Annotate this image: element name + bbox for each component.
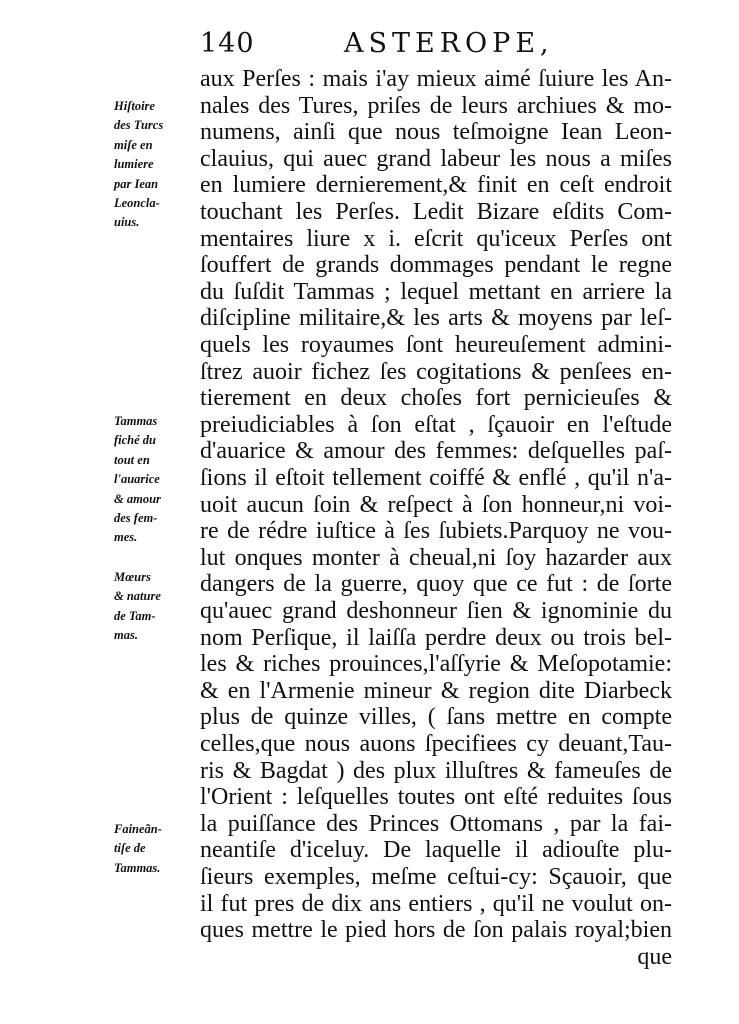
margin-note — [114, 568, 196, 646]
margin-note-line: & amour — [114, 491, 161, 506]
text-line: re de rédre iuſtice à ſes ſubiets.Parquoy ne vou- — [200, 518, 672, 545]
text-line: ſieurs exemples, meſme ceſtui-cy: Sçauoir, que — [200, 864, 672, 890]
text-line: quels les royaumes ſont heureuſement admini- — [200, 332, 672, 358]
text-line: & en l'Armenie mineur & region dite Diarbeck — [200, 677, 672, 704]
text-line: clauius, qui auec grand labeur les nous a miſes — [200, 145, 672, 172]
page-number: 140 — [200, 28, 255, 59]
margin-note-line: de Tam- — [114, 608, 156, 623]
text-line: l'Orient : leſquelles toutes ont eſté reduites ſous — [200, 784, 672, 811]
margin-note-line: l'auarice — [114, 472, 160, 487]
text-line: tierement en deux choſes fort pernicieuſes & — [200, 385, 672, 412]
margin-note — [114, 412, 196, 548]
text-line: touchant les Perſes. Ledit Bizare eſdits Com- — [200, 199, 672, 225]
margin-note-line: Tammas. — [114, 860, 161, 875]
margin-note-line: miſe en — [114, 137, 153, 152]
margin-note-line: tiſe de — [114, 841, 146, 856]
text-line: neantiſe d'iceluy. De laquelle il adiouſte plu- — [200, 837, 672, 864]
text-line: il fut pres de dix ans entiers , qu'il ne voulut on- — [200, 890, 672, 917]
text-line: lut onques monter à cheual,ni ſoy hazarder aux — [200, 544, 672, 571]
text-line: plus de quinze villes, ( ſans mettre en compte — [200, 704, 672, 731]
text-line: ſions il eſtoit tellement coiffé & enflé , qu'il n'a- — [200, 465, 672, 491]
text-line: preiudiciables à ſon eſtat , ſçauoir en l'eſtude — [200, 411, 672, 438]
margin-note — [114, 97, 196, 233]
margin-note-line: Hiſtoire — [114, 99, 155, 113]
margin-note-line: Leoncla- — [114, 196, 160, 211]
margin-note-line: lumiere — [114, 157, 154, 172]
text-line: ſouffert de grands dommages pendant le regne — [200, 252, 672, 279]
running-title: ASTEROPE, — [344, 28, 554, 59]
margin-note-line: par Iean — [114, 176, 159, 191]
text-line: ques mettre le pied hors de ſon palais royal;bien — [200, 917, 672, 944]
text-line: diſcipline militaire,& les arts & moyens par leſ- — [200, 305, 672, 332]
margin-note-line: Tammas — [114, 414, 158, 428]
margin-note-line: fiché du — [114, 433, 157, 448]
text-line: uoit aucun ſoin & reſpect à ſon honneur,ni voi- — [200, 491, 672, 518]
text-line: du ſuſdit Tammas ; lequel mettant en arriere la — [200, 278, 672, 305]
text-line: mentaires liure x i. eſcrit qu'iceux Perſes ont — [200, 225, 672, 252]
margin-note-line: des Turcs — [114, 118, 164, 133]
text-line: ſtrez auoir fichez ſes cogitations & penſees en- — [200, 358, 672, 385]
text-line: numens, ainſi que nous teſmoigne Iean Leon- — [200, 119, 672, 146]
margin-note — [114, 820, 196, 878]
text-line: la puiſſance des Princes Ottomans , par la fai- — [200, 810, 672, 837]
text-line: aux Perſes : mais i'ay mieux aimé ſuiure les An- — [200, 66, 672, 92]
margin-note-line: mas. — [114, 628, 138, 643]
text-line: ris & Bagdat ) des plux illuſtres & fameuſes de — [200, 757, 672, 784]
text-line: les & riches prouinces,l'aſſyrie & Meſopotamie: — [200, 651, 672, 678]
text-line: qu'auec grand deshonneur ſien & ignominie du — [200, 598, 672, 624]
margin-note-line: & nature — [114, 589, 161, 604]
margin-note-line: Faineãn- — [114, 822, 162, 836]
margin-note-line: Mœurs — [114, 570, 151, 584]
text-line: celles,que nous auons ſpecifiees cy deuant,Tau- — [200, 731, 672, 757]
text-line: nom Perſique, il laiſſa perdre deux ou trois bel- — [200, 624, 672, 651]
margin-note-line: uius. — [114, 215, 140, 230]
margin-note-line: des fem- — [114, 511, 158, 526]
margin-note-line: mes. — [114, 530, 138, 545]
page-header — [200, 28, 670, 68]
margin-note-line: tout en — [114, 452, 150, 467]
text-line: en lumiere dernierement,& finit en ceſt endroit — [200, 172, 672, 199]
text-line: nales des Tures, priſes de leurs archiues & mo- — [200, 92, 672, 119]
text-line: d'auarice & amour des femmes: deſquelles paſ- — [200, 438, 672, 465]
catchword: que — [637, 943, 672, 970]
text-line: dangers de la guerre, quoy que ce fut : de ſorte — [200, 571, 672, 598]
